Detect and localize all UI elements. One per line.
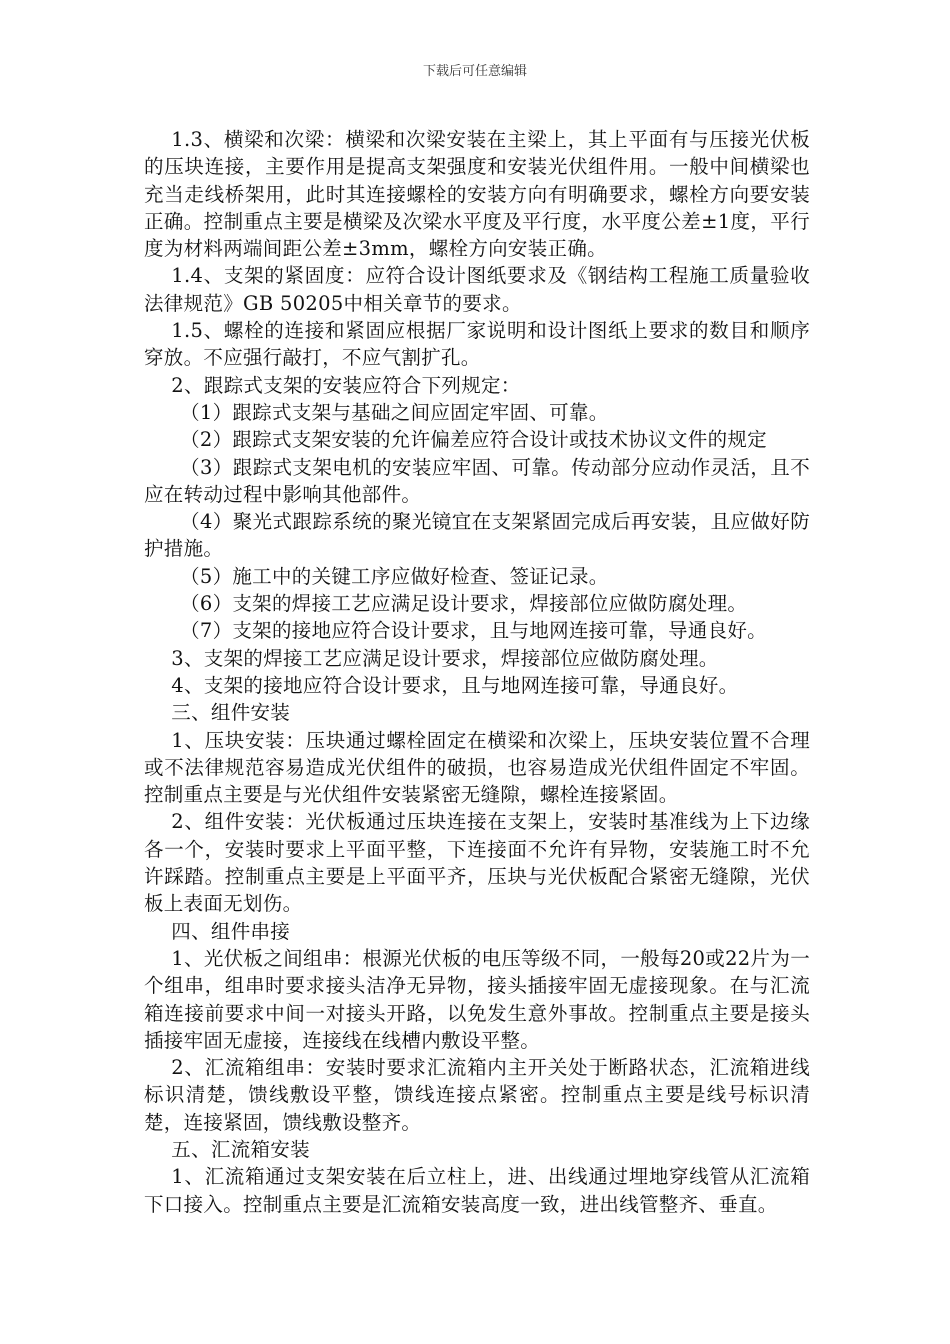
section-heading-4: 四、组件串接	[171, 919, 291, 943]
document-body	[144, 126, 810, 1218]
paragraph-2-tracking-bracket: 2、跟踪式支架的安装应符合下列规定：	[171, 373, 521, 397]
paragraph-1-5-bolts: 1.5、螺栓的连接和紧固应根据厂家说明和设计图纸上要求的数目和顺序穿放。不应强行敲打，不应气割扩孔。	[144, 319, 810, 370]
paragraph-panel-string: 1、光伏板之间组串：根源光伏板的电压等级不同，一般每20或22片为一个组串，组串时要求接头洁净无异物，接头插接牢固无虚接现象。在与汇流箱连接前要求中间一对接头开路，以免发生意外事故。控制重点主要是接头插接牢固无虚接，连接线在线槽内敷设平整。	[144, 946, 810, 1052]
paragraph-1-3-crossbeam: 1.3、横梁和次梁：横梁和次梁安装在主梁上，其上平面有与压接光伏板的压块连接，主要作用是提高支架强度和安装光伏组件用。一般中间横梁也充当走线桥架用，此时其连接螺栓的安装方向有明确要求，螺栓方向要安装正确。控制重点主要是横梁及次梁水平度及平行度，水平度公差±1度，平行度为材料两端间距公差±3mm，螺栓方向安装正确。	[144, 128, 810, 261]
list-item-6: （6）支架的焊接工艺应满足设计要求，焊接部位应做防腐处理。	[180, 592, 748, 616]
section-heading-3: 三、组件安装	[171, 701, 291, 725]
page-header: 下载后可任意编辑	[422, 64, 527, 79]
list-item-5: （5）施工中的关键工序应做好检查、签证记录。	[180, 564, 609, 588]
list-item-2: （2）跟踪式支架安装的允许偏差应符合设计或技术协议文件的规定	[180, 428, 767, 452]
paragraph-combiner-string: 2、汇流箱组串：安装时要求汇流箱内主开关处于断路状态，汇流箱进线标识清楚，馈线敷设平整，馈线连接点紧密。控制重点主要是线号标识清楚，连接紧固，馈线敷设整齐。	[144, 1056, 810, 1134]
list-item-4: （4）聚光式跟踪系统的聚光镜宜在支架紧固完成后再安装，且应做好防护措施。	[144, 510, 810, 561]
paragraph-3-welding: 3、支架的焊接工艺应满足设计要求，焊接部位应做防腐处理。	[171, 646, 719, 670]
paragraph-4-grounding: 4、支架的接地应符合设计要求，且与地网连接可靠，导通良好。	[171, 673, 739, 697]
list-item-1: （1）跟踪式支架与基础之间应固定牢固、可靠。	[180, 400, 609, 424]
paragraph-combiner-install: 1、汇流箱通过支架安装在后立柱上，进、出线通过埋地穿线管从汇流箱下口接入。控制重点主要是汇流箱安装高度一致，进出线管整齐、垂直。	[144, 1165, 810, 1216]
section-heading-5: 五、汇流箱安装	[171, 1137, 310, 1161]
paragraph-1-4-tightness: 1.4、支架的紧固度：应符合设计图纸要求及《钢结构工程施工质量验收法律规范》GB 50205中相关章节的要求。	[144, 264, 810, 315]
list-item-3: （3）跟踪式支架电机的安装应牢固、可靠。传动部分应动作灵活，且不应在转动过程中影响其他部件。	[144, 455, 810, 506]
list-item-7: （7）支架的接地应符合设计要求，且与地网连接可靠，导通良好。	[180, 619, 767, 643]
paragraph-module-install: 2、组件安装：光伏板通过压块连接在支架上，安装时基准线为上下边缘各一个，安装时要求上平面平整，下连接面不允许有异物，安装施工时不允许踩踏。控制重点主要是上平面平齐，压块与光伏板配合紧密无缝隙，光伏板上表面无划伤。	[144, 810, 810, 916]
paragraph-clamp-install: 1、压块安装：压块通过螺栓固定在横梁和次梁上，压块安装位置不合理或不法律规范容易造成光伏组件的破损，也容易造成光伏组件固定不牢固。控制重点主要是与光伏组件安装紧密无缝隙，螺栓连接紧固。	[144, 728, 810, 807]
